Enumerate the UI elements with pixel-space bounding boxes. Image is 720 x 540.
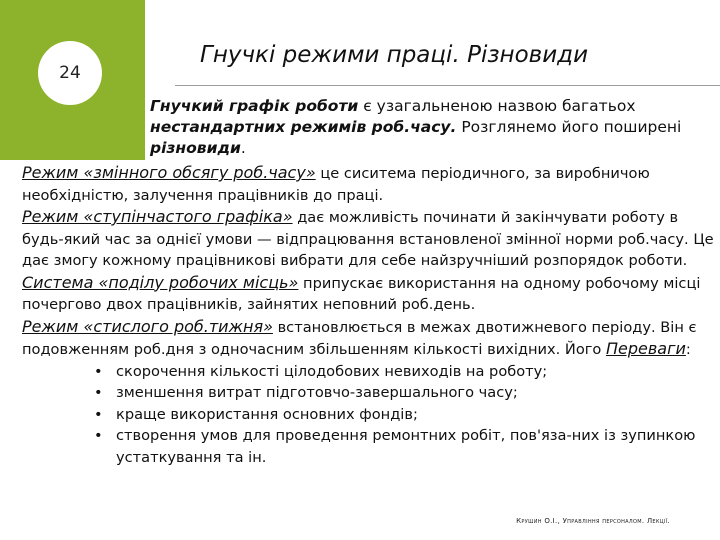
slide-number: 24 bbox=[38, 41, 102, 105]
footer-credit: Крушин О.І., Управління персоналом. Лекції. bbox=[516, 517, 670, 525]
section-variable-hours bbox=[22, 162, 717, 206]
slide-body bbox=[22, 162, 717, 468]
advantages-list bbox=[94, 361, 717, 469]
intro-text-1: є узагальненою назвою багатьох bbox=[358, 97, 636, 115]
section-text: дає можливість починати й закінчувати роботу в будь-який час за однієї умови — відпрацювання встановленої змінної норми роб.часу. Це дає змогу кожному працівникові вибрати для себе найзручніший розпорядок роботи. bbox=[22, 209, 714, 269]
section-staggered bbox=[22, 206, 717, 272]
intro-term-2: нестандартних режимів роб.часу. bbox=[150, 118, 457, 136]
bullet-icon: • bbox=[94, 384, 103, 401]
intro-paragraph bbox=[150, 96, 695, 159]
intro-term: Гнучкий графік роботи bbox=[150, 97, 359, 115]
title-divider bbox=[175, 85, 720, 86]
section-end: : bbox=[685, 341, 691, 358]
bullet-icon: • bbox=[94, 362, 103, 380]
intro-text-3: . bbox=[240, 139, 246, 157]
section-name: Режим «ступінчастого графіка» bbox=[22, 207, 293, 226]
section-text: встановлюється в межах двотижневого періоду. Він є подовженням роб.дня з одночасним збільшенням кількості вихідних. Його bbox=[22, 318, 697, 358]
section-text: припускає використання на одному робочому місці почергово двох працівників, зайнятих неповний роб.день. bbox=[22, 274, 701, 313]
bullet-icon: • bbox=[94, 405, 103, 423]
section-name: Режим «стислого роб.тижня» bbox=[22, 316, 273, 336]
list-item: • скорочення кількості цілодобових невиходів на роботу; bbox=[94, 361, 717, 383]
section-text: це сиситема періодичного, за виробничою необхідністю, залучення працівників до праці. bbox=[22, 165, 650, 204]
section-name: Режим «змінного обсягу роб.часу» bbox=[22, 163, 316, 182]
advantages-label: Переваги bbox=[606, 339, 686, 358]
list-item: • краще використання основних фондів; bbox=[94, 404, 717, 426]
section-name: Система «поділу робочих місць» bbox=[22, 272, 299, 292]
list-item: • зменшення витрат підготовчо-завершального часу; bbox=[94, 382, 717, 404]
intro-text-2: Розглянемо його поширені bbox=[456, 118, 682, 136]
section-job-sharing bbox=[22, 272, 717, 316]
bullet-icon: • bbox=[94, 427, 103, 444]
intro-term-3: різновиди bbox=[150, 139, 241, 157]
list-item: • створення умов для проведення ремонтних робіт, пов'яза-них із зупинкою устаткування та ін. bbox=[94, 427, 696, 466]
slide-title: Гнучкі режими праці. Різновиди bbox=[200, 42, 589, 68]
section-compressed-week bbox=[22, 316, 717, 361]
